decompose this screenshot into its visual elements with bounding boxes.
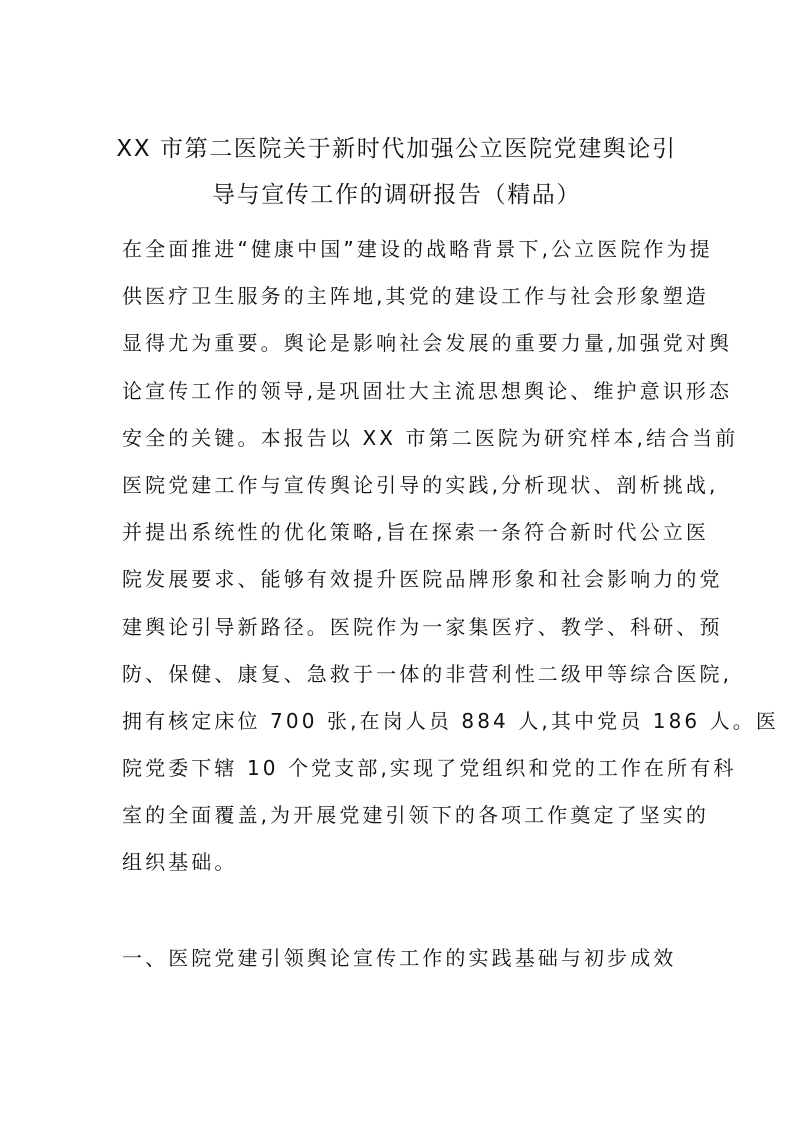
paragraph-line: 防、保健、康复、急救于一体的非营利性二级甲等综合医院,	[122, 661, 733, 686]
paragraph-line: 安全的关键。本报告以 XX 市第二医院为研究样本,结合当前	[122, 425, 739, 450]
paragraph-line: 医院党建工作与宣传舆论引导的实践,分析现状、剖析挑战,	[122, 472, 719, 497]
paragraph-line: 组织基础。	[122, 850, 238, 875]
paragraph-line: 并提出系统性的优化策略,旨在探索一条符合新时代公立医	[122, 520, 709, 545]
paragraph-line: 显得尤为重要。舆论是影响社会发展的重要力量,加强党对舆	[122, 331, 733, 356]
paragraph-line: 拥有核定床位 700 张,在岗人员 884 人,其中党员 186 人。医	[122, 708, 779, 733]
paragraph-line: 论宣传工作的领导,是巩固壮大主流思想舆论、维护意识形态	[122, 378, 733, 403]
paragraph-line: 供医疗卫生服务的主阵地,其党的建设工作与社会形象塑造	[122, 284, 709, 309]
section-heading: 一、医院党建引领舆论宣传工作的实践基础与初步成效	[122, 946, 677, 970]
paragraph-line: 室的全面覆盖,为开展党建引领下的各项工作奠定了坚实的	[122, 803, 709, 828]
paragraph-line: 院发展要求、能够有效提升医院品牌形象和社会影响力的党	[122, 567, 723, 592]
paragraph-line: 院党委下辖 10 个党支部,实现了党组织和党的工作在所有科	[122, 756, 737, 781]
intro-paragraph	[122, 234, 779, 895]
document-title-line-2: 导与宣传工作的调研报告（精品）	[212, 182, 581, 208]
paragraph-line: 在全面推进“健康中国”建设的战略背景下,公立医院作为提	[122, 237, 713, 261]
document-title-line-1: XX 市第二医院关于新时代加强公立医院党建舆论引	[116, 136, 677, 162]
paragraph-line: 建舆论引导新路径。医院作为一家集医疗、教学、科研、预	[122, 614, 723, 639]
